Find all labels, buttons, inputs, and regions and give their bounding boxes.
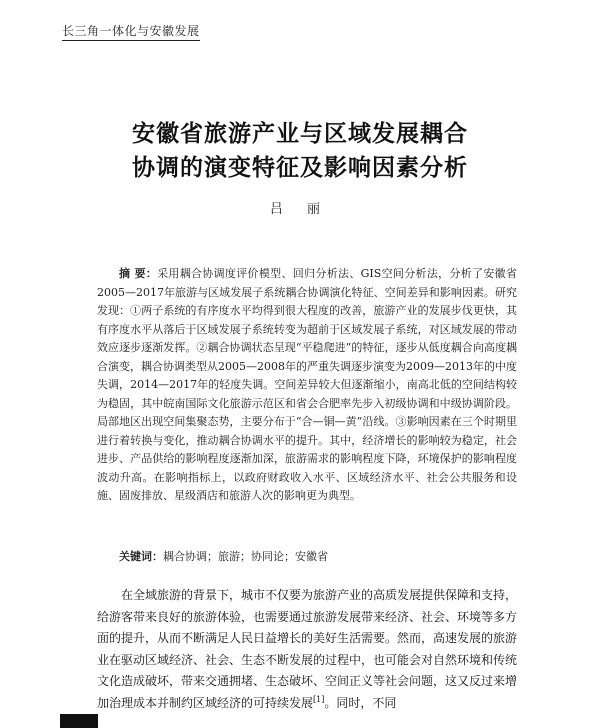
body-paragraph [97,585,517,714]
article-title [0,117,600,185]
abstract-paragraph [97,265,517,506]
body-text: 在全域旅游的背景下，城市不仅要为旅游产业的高质发展提供保障和支持，给游客带来良好的旅游体验，也需要通过旅游发展带来经济、社会、环境等多方面的提升，从而不断满足人民日益增长的美好生活需要。然而，高速发展的旅游业在驱动区域经济、社会、生态不断发展的过程中，也可能会对自然环境和传统文化造成破坏，带来交通拥堵、生态破坏、空间正义等社会问题，这又反过来增加治理成本并制约区域经济的可持续发展 [97,588,518,710]
abstract-block [97,265,517,506]
article-title-line-1: 安徽省旅游产业与区域发展耦合 [132,120,468,147]
body-text-block [97,585,517,714]
body-text-tail: 。同时，不同 [324,695,397,710]
keywords-label: 关键词： [119,550,163,563]
article-title-line-2: 协调的演变特征及影响因素分析 [132,154,468,181]
author-name: 吕 丽 [269,202,331,217]
abstract-label: 摘 要： [119,267,158,280]
abstract-text: 采用耦合协调度评价模型、回归分析法、GIS空间分析法，分析了安徽省2005—2017年旅游与区域发展子系统耦合协调演化特征、空间差异和影响因素。研究发现：①两子系统的有序度水平均得到很大程度的改善，旅游产业的发展步伐更快，其有序度水平从落后于区域发展子系统转变为超前于区域发展子系统，对区域发展的带动效应逐步逐渐发挥。②耦合协调状态呈现“平稳爬进”的特征，逐步从低度耦合向高度耦合演变，耦合协调类型从2005—2008年的严重失调逐步演变为2009—2013年的中度失调，2014—2017年的轻度失调。空间差异较大但逐渐缩小，南高北低的空间结构较为稳固，其中皖南国际文化旅游示范区和省会合肥率先步入初级协调和中级协调阶段。局部地区出现空间集聚态势，主要分布于“合—铜—黄”沿线。③影响因素在三个时期里进行着转换与变化，推动耦合协调水平的提升。其中，经济增长的影响较为稳定，社会进步、产品供给的影响程度逐渐加深，旅游需求的影响程度下降，环境保护的影响程度波动升高。在影响指标上，以政府财政收入水平、区域经济水平、社会公共服务和设施、固废排放、星级酒店和旅游人次的影响更为典型。 [97,267,517,502]
keywords-text: 耦合协调；旅游；协同论；安徽省 [163,550,328,563]
page-corner-mark [60,714,98,728]
reference-citation[interactable]: [1] [313,694,325,704]
keywords-block [97,548,517,566]
journal-column-header: 长三角一体化与安徽发展 [62,22,200,41]
